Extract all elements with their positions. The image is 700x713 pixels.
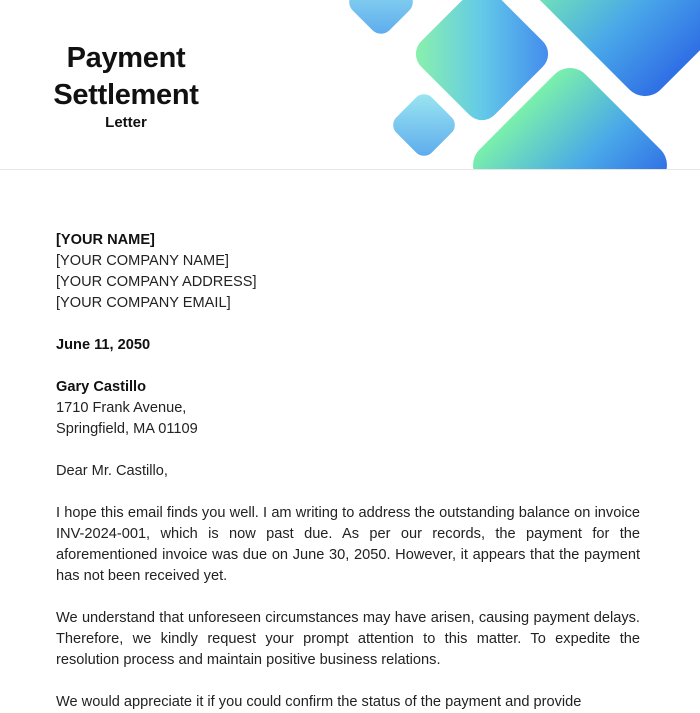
document-title bbox=[40, 40, 212, 132]
recipient-name: Gary Castillo bbox=[56, 379, 147, 395]
paragraph-2: We understand that unforeseen circumstances may have arisen, causing payment delays. Therefore, we kindly request your prompt attention to this matter. To expedite the resolution process and maintain positive business relations. bbox=[56, 610, 640, 668]
deco-diamond-small bbox=[389, 90, 460, 161]
salutation: Dear Mr. Castillo, bbox=[56, 463, 168, 479]
paragraph-3: We would appreciate it if you could confirm the status of the payment and provide bbox=[56, 694, 582, 710]
title-line-2: Settlement bbox=[53, 79, 199, 111]
letterhead bbox=[0, 0, 700, 170]
title-subtitle: Letter bbox=[105, 114, 147, 131]
title-line-1: Payment bbox=[66, 42, 186, 74]
sender-address: [YOUR COMPANY ADDRESS] bbox=[56, 274, 257, 290]
sender-name: [YOUR NAME] bbox=[56, 232, 155, 248]
recipient-city: Springfield, MA 01109 bbox=[56, 421, 198, 437]
deco-diamond-small-top bbox=[344, 0, 418, 39]
letter-body bbox=[56, 230, 640, 713]
sender-company: [YOUR COMPANY NAME] bbox=[56, 253, 229, 269]
recipient-street: 1710 Frank Avenue, bbox=[56, 400, 187, 416]
letter-date: June 11, 2050 bbox=[56, 337, 151, 353]
paragraph-1: I hope this email finds you well. I am writing to address the outstanding balance on invoice INV-2024-001, which is now past due. As per our records, the payment for the aforementioned invoice was due on June 30, 2050. However, it appears that the payment has not been received yet. bbox=[56, 505, 640, 584]
sender-email: [YOUR COMPANY EMAIL] bbox=[56, 295, 231, 311]
